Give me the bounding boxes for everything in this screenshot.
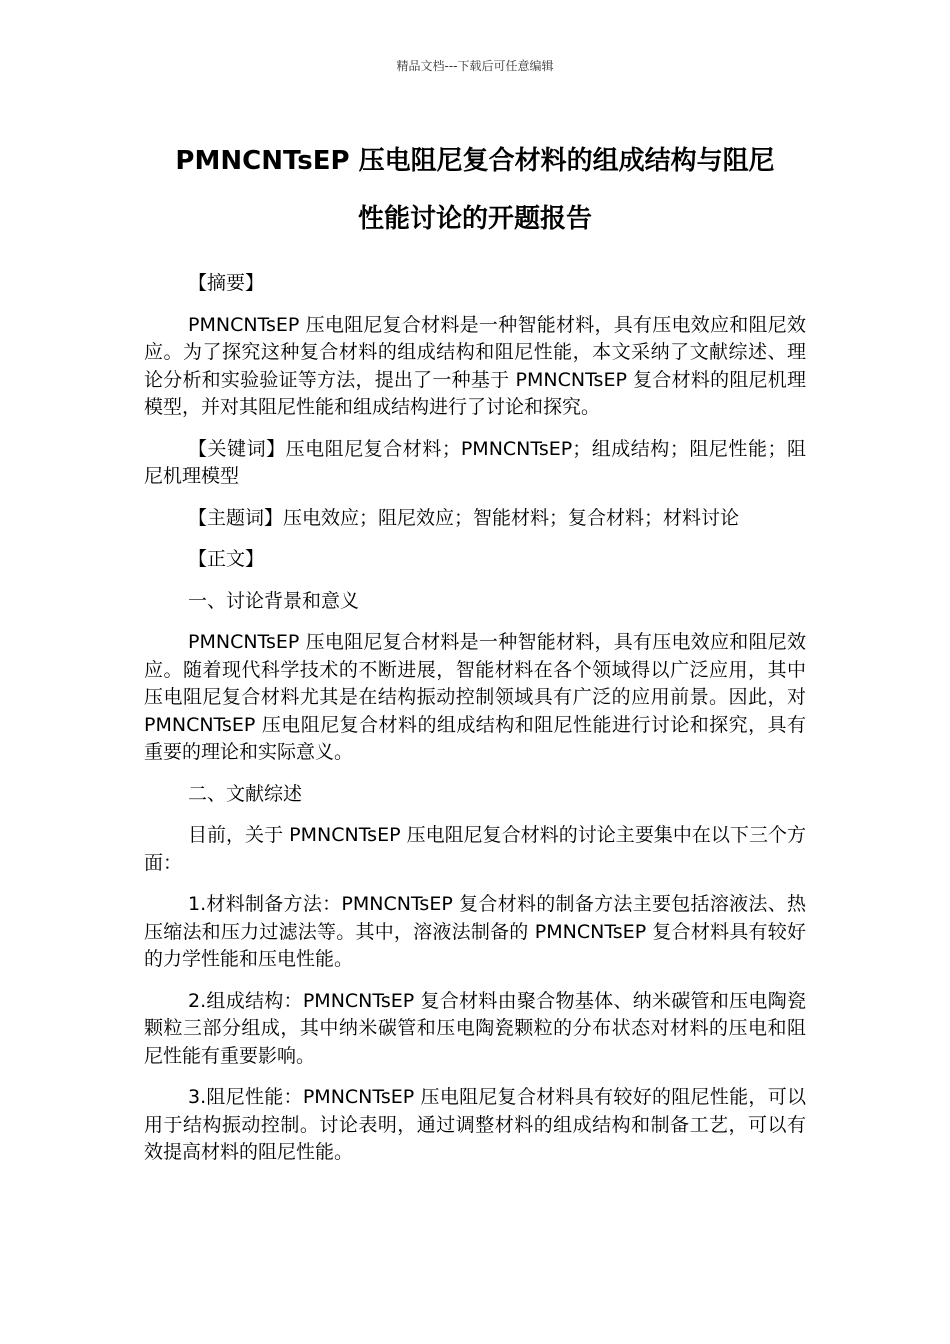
title-line-2: 性能讨论的开题报告	[357, 204, 592, 234]
literature-item-3: 3.阻尼性能：PMNCNTsEP 压电阻尼复合材料具有较好的阻尼性能，可以用于结构振动控制。讨论表明，通过调整材料的组成结构和制备工艺，可以有效提高材料的阻尼性能。	[144, 1086, 806, 1163]
keywords-paragraph: 【关键词】压电阻尼复合材料；PMNCNTsEP；组成结构；阻尼性能；阻尼机理模型	[144, 437, 806, 487]
document-body	[144, 270, 806, 1181]
page-header: 精品文档---下载后可任意编辑	[396, 59, 554, 73]
section-heading-1: 一、讨论背景和意义	[188, 589, 360, 612]
background-paragraph: PMNCNTsEP 压电阻尼复合材料是一种智能材料，具有压电效应和阻尼效应。随着现代科学技术的不断进展，智能材料在各个领域得以广泛应用，其中压电阻尼复合材料尤其是在结构振动控制领域具有广泛的应用前景。因此，对 PMNCNTsEP 压电阻尼复合材料的组成结构和阻尼性能进行讨论和探究，具有重要的理论和实际意义。	[144, 631, 806, 763]
literature-item-1: 1.材料制备方法：PMNCNTsEP 复合材料的制备方法主要包括溶液法、热压缩法和压力过滤法等。其中，溶液法制备的 PMNCNTsEP 复合材料具有较好的力学性能和压电性能。	[144, 893, 806, 970]
abstract-heading: 【摘要】	[188, 272, 265, 294]
literature-item-2: 2.组成结构：PMNCNTsEP 复合材料由聚合物基体、纳米碳管和压电陶瓷颗粒三部分组成，其中纳米碳管和压电陶瓷颗粒的分布状态对材料的压电和阻尼性能有重要影响。	[144, 989, 806, 1067]
document-title	[150, 132, 800, 248]
title-line-1: PMNCNTsEP 压电阻尼复合材料的组成结构与阻尼	[175, 146, 775, 176]
abstract-paragraph: PMNCNTsEP 压电阻尼复合材料是一种智能材料，具有压电效应和阻尼效应。为了探究这种复合材料的组成结构和阻尼性能，本文采纳了文献综述、理论分析和实验验证等方法，提出了一种基于 PMNCNTsEP 复合材料的阻尼机理模型，并对其阻尼性能和组成结构进行了讨论和探究。	[144, 313, 806, 418]
body-heading: 【正文】	[188, 548, 265, 570]
literature-intro-paragraph: 目前，关于 PMNCNTsEP 压电阻尼复合材料的讨论主要集中在以下三个方面：	[144, 824, 806, 874]
section-heading-2: 二、文献综述	[188, 782, 303, 805]
subject-terms-paragraph: 【主题词】压电效应；阻尼效应；智能材料；复合材料；材料讨论	[188, 506, 740, 529]
